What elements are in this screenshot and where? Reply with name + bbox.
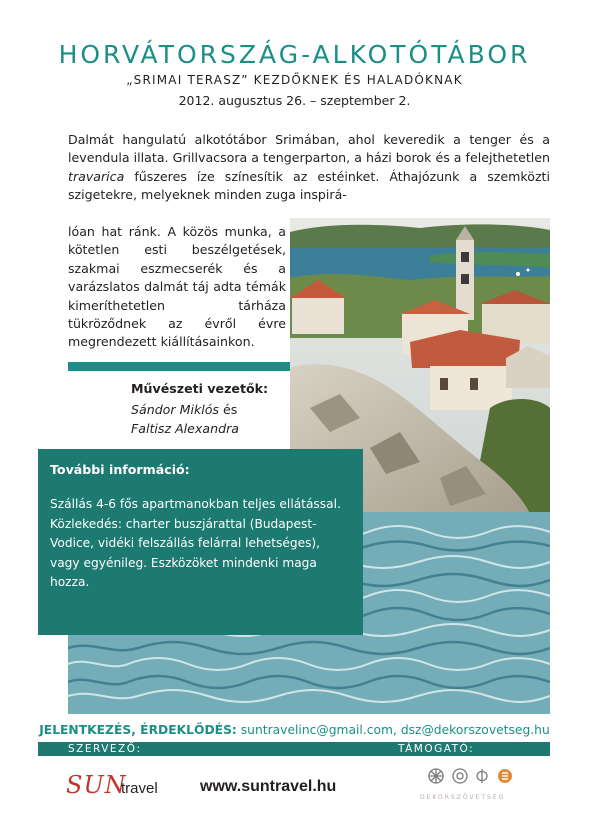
intro-italic-word: travarica bbox=[68, 168, 125, 184]
teal-divider bbox=[68, 362, 290, 371]
director-name-1: Sándor Miklós bbox=[131, 402, 219, 417]
art-directors-label: Művészeti vezetők: bbox=[131, 381, 269, 396]
director-name-2: Faltisz Alexandra bbox=[131, 421, 239, 436]
contact-emails[interactable]: suntravelinc@gmail.com, dsz@dekorszovetseg.hu bbox=[240, 723, 550, 737]
suntravel-logo bbox=[66, 771, 186, 801]
footer-bar bbox=[38, 742, 550, 756]
website-link[interactable]: www.suntravel.hu bbox=[200, 778, 337, 795]
sponsor-label: TÁMOGATÓ: bbox=[398, 743, 475, 755]
logo-travel-text: travel bbox=[121, 780, 158, 797]
contact-label: JELENTKEZÉS, ÉRDEKLŐDÉS: bbox=[39, 723, 237, 737]
intro-paragraph-narrow: lóan hat ránk. A közös munka, a kötetlen esti beszélgetések, szakmai eszmecserék és a varázslatos dalmát táj adta témák kimeríthetetlen tárháza tükröződnek az évről évre megrendezett kiállításainkon. bbox=[68, 224, 286, 350]
info-body: Szállás 4-6 fős apartmanokban teljes ellátással. Közlekedés: charter buszjárattal (Budapest-Vodice, vidéki felszállás felárral lehetséges), vagy egyénileg. Eszközöket mindenki maga hozza. bbox=[50, 497, 341, 589]
intro-text-1: Dalmát hangulatú alkotótábor Srimában, ahol keveredik a tenger és a levendula illata. Grillvacsora a tengerparton, a házi borok és a felejthetetlen bbox=[68, 132, 550, 166]
art-directors-names bbox=[131, 400, 239, 438]
event-date: 2012. augusztus 26. – szeptember 2. bbox=[178, 93, 411, 108]
organizer-label: SZERVEZŐ: bbox=[68, 743, 142, 755]
logo-sun-text: SUN bbox=[66, 771, 127, 799]
intro-paragraph bbox=[68, 131, 550, 205]
page-title: HORVÁTORSZÁG-ALKOTÓTÁBOR bbox=[58, 40, 531, 69]
sponsor-logo bbox=[420, 763, 560, 803]
contact-line bbox=[0, 723, 589, 737]
sponsor-name: DEKORSZÖVETSÉG bbox=[420, 794, 506, 801]
sponsor-emblem-icons bbox=[420, 763, 560, 793]
intro-text-2: fűszeres íze színesítik az estéinket. Áthajózunk a szemközti szigetekre, melyeknek minden zuga inspirá- bbox=[68, 168, 550, 203]
info-heading: További információ: bbox=[50, 462, 190, 477]
director-conj: és bbox=[223, 402, 238, 417]
page-subtitle: „SRIMAI TERASZ” KEZDŐKNEK ÉS HALADÓKNAK bbox=[126, 73, 463, 87]
info-box bbox=[38, 449, 363, 635]
